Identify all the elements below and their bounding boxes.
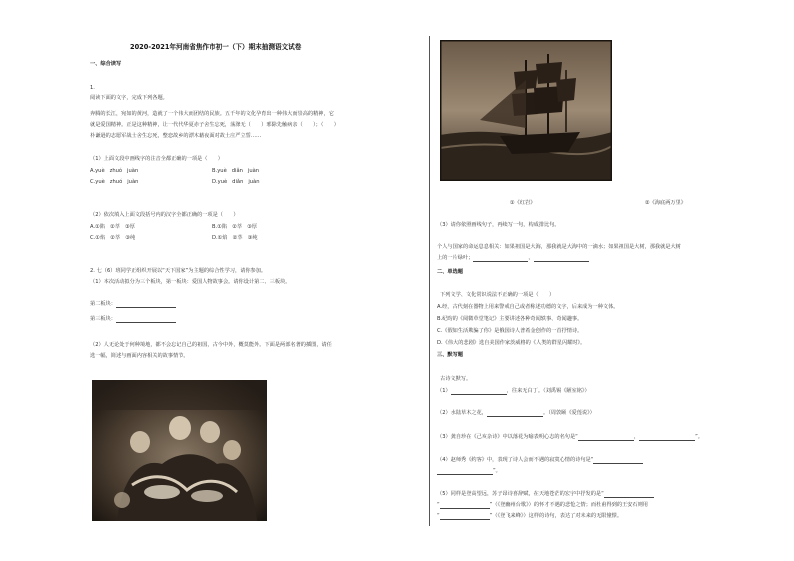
- parallelism-line-1: 个人与国家的命运息息相关：如果祖国是大海，那我就是大海中的一滴水；如果祖国是大树，那我就是大树: [437, 244, 681, 250]
- illustration-ship-photo: [440, 40, 612, 181]
- question-2-line-2: （1）本次活动拟分为三个板块，第一板块：爱国人物故事会。请你设计第二、三板块。: [90, 279, 291, 285]
- column-divider: [429, 36, 430, 526]
- dictation-1-blank[interactable]: [451, 389, 507, 395]
- ship-photo-svg: [440, 40, 612, 181]
- dictation-2: （2）水陆草木之花， 。（周敦颐《爱莲说》）: [437, 410, 595, 416]
- option-a-pinyin: A.yuè zhuó juàn: [90, 168, 139, 174]
- question-2-sub2-line-2: 选一幅，简述与画面内容相关的故事情节。: [90, 353, 189, 359]
- dictation-5-blank-3[interactable]: [440, 514, 490, 520]
- dictation-5-line-3: “ ”（《登飞来峰》）这样的诗句，表达了对未来的无限憧憬。: [437, 513, 623, 519]
- question-2-line-1: 2. 七（6）班同学正组织开展以“天下国家”为主题的综合性学习，请你参加。: [90, 268, 267, 274]
- dictation-5-blank-2[interactable]: [440, 503, 490, 509]
- parallelism-line-2: 上的一片绿叶； ，: [437, 255, 589, 262]
- caption-hongyan: ①《红岩》: [510, 200, 536, 206]
- dictation-1: （1） ，往来无白丁。（刘禹锡《陋室铭》）: [437, 388, 590, 394]
- option-b-chars: B.①陷 ②萃 ③厚: [212, 224, 258, 230]
- parallelism-blank-1[interactable]: [473, 256, 528, 262]
- dictation-3-blank-1[interactable]: [578, 435, 634, 441]
- question-2-sub2-line-1: （2）人无论处于何种境地，都不会忘记自己的祖国，古今中外，概莫能外。下面是两部名著的插图，请任: [90, 342, 332, 348]
- parallelism-line-2-text: 上的一片绿叶；: [437, 255, 474, 261]
- dictation-5-line-2: “ ”（《登幽州台歌》）的怀才不遇的悲怆之情；而杜甫得到的王安石则用: [437, 502, 648, 508]
- dictation-5-blank-1[interactable]: [604, 492, 654, 498]
- subquestion-2: （2）依次填入上面文段括号内的汉字全都正确的一项是（ ）: [90, 212, 239, 218]
- passage-line-1: 奔腾的长江，宛如的黄河，造就了一个伟大而团结的民族。五千年的文化孕育出一种伟大而崇高的精神，它: [90, 111, 334, 117]
- parallelism-blank-2[interactable]: [534, 256, 589, 262]
- passage-line-3: 朴谦逊的志愿军战士舍生忘死，整恋故乡的漂木藉夜面对故土庄严立誓……: [90, 133, 262, 139]
- question-5: 古诗文默写。: [440, 376, 472, 382]
- dictation-4-blank-1[interactable]: [593, 458, 643, 464]
- block-3-label: 第三板块：: [90, 316, 116, 322]
- option-a-chars: A.①陷 ②萃 ③厚: [90, 224, 135, 230]
- hongyan-photo-svg: [92, 380, 267, 521]
- question-4-option-b: B.纪昀的《阅微草堂笔记》主要讲述各种奇闻轶事、奇闻趣事。: [437, 316, 583, 322]
- question-4-option-c: C.《假如生活欺骗了你》是俄国诗人普希金创作的一首抒情诗。: [437, 328, 583, 334]
- option-c-pinyin: C.yuè zhuó juàn: [90, 179, 139, 185]
- block-3-answer-row: [90, 316, 176, 323]
- subquestion-1: （1）上面文段中画线字的注音全都正确的一项是（ ）: [90, 156, 223, 162]
- illustration-hongyan-photo: [92, 380, 267, 521]
- question-4: 下列文学、文化常识说法不正确的一项是（ ）: [440, 292, 555, 298]
- section-heading-2: 二、单选题: [437, 269, 463, 275]
- block-2-blank[interactable]: [116, 302, 176, 308]
- passage-line-2: 就是爱国精神。正是这种精神，让一代代华夏赤子舍生忘死，荡涤无（ ）邪除先触病亲（ ）；（ ）: [90, 122, 339, 128]
- section-heading-3: 三、默写题: [437, 352, 463, 358]
- dictation-3-blank-2[interactable]: [639, 435, 695, 441]
- dictation-4-line-2: ”。: [437, 468, 501, 475]
- question-4-option-d: D.《伟大的悲剧》选自美国作家茨威格的《人类的群星闪耀时》。: [437, 340, 586, 346]
- question-4-option-a: A.经，古代刻在器物上用来警戒自己或者称述功德的文字，后来成为一种文体。: [437, 304, 619, 310]
- section-heading-1: 一、综合读写: [90, 61, 122, 67]
- option-c-chars: C.①焰 ②萃 ③纯: [90, 235, 136, 241]
- dictation-2-blank[interactable]: [487, 411, 543, 417]
- exam-title: 2020-2021年河南省焦作市初一（下）期末抽测语文试卷: [130, 43, 302, 51]
- question-1-intro: 阅读下面的文字，完成下列各题。: [90, 95, 168, 101]
- block-2-label: 第二板块：: [90, 301, 116, 307]
- option-b-pinyin: B.yuè diǎn juàn: [212, 168, 260, 174]
- question-number-1: 1.: [90, 85, 95, 91]
- option-d-chars: D.①焰 ②萃 ③纯: [212, 235, 258, 241]
- dictation-5: （5）同样是登高望远，苏子昂诗喜辞赋，在天地苍茫的宏宇中抒发的是“: [437, 491, 654, 498]
- dictation-3: （3）龚自珍在《己亥杂诗》中以落花为喻表明心志的名句是“ ， ”。: [437, 434, 703, 440]
- dictation-4-blank-2[interactable]: [437, 469, 493, 475]
- caption-twenty-thousand-leagues: ②《海底两万里》: [645, 200, 686, 206]
- option-d-pinyin: D.yuè diǎn juàn: [212, 179, 260, 185]
- dictation-4: （4）赵师秀《约客》中，表现了诗人会而不遇的寂寞心情的诗句是“: [437, 457, 643, 464]
- block-2-answer-row: [90, 301, 176, 308]
- block-3-blank[interactable]: [116, 317, 176, 323]
- question-2-sub3: （3）请你依照画线句子，再续写一句，构成排比句。: [437, 222, 560, 228]
